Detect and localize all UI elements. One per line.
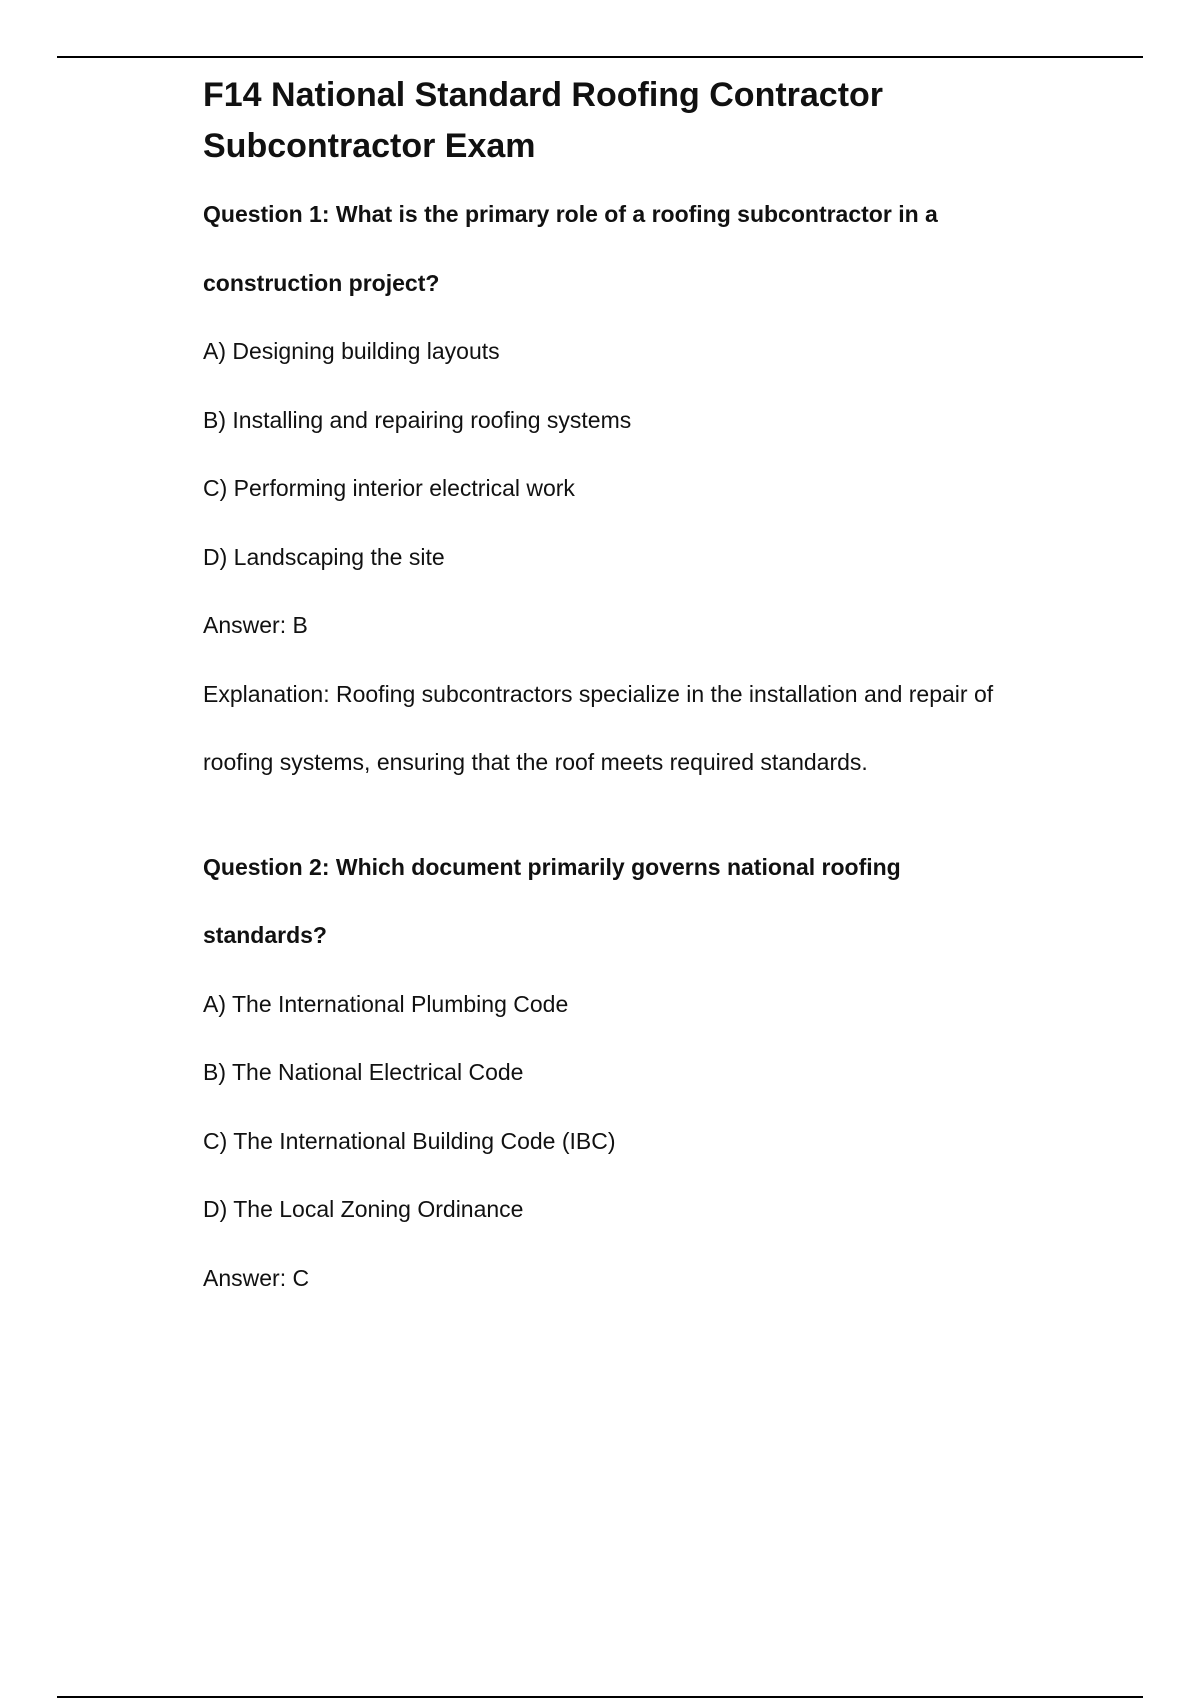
- question-2-option-b: B) The National Electrical Code: [203, 1059, 524, 1085]
- question-1-answer: Answer: B: [203, 612, 308, 638]
- bottom-rule: [57, 1696, 1143, 1698]
- question-1-option-c: C) Performing interior electrical work: [203, 475, 575, 501]
- question-1-text: Question 1: What is the primary role of a roofing subcontractor in a construction project?: [203, 201, 938, 296]
- question-1-explanation: Explanation: Roofing subcontractors specialize in the installation and repair of roofing systems, ensuring that the roof meets required standards.: [203, 680, 994, 775]
- question-1-option-b: B) Installing and repairing roofing systems: [203, 406, 632, 433]
- document-body: [203, 70, 1023, 1312]
- question-2-text: Question 2: Which document primarily governs national roofing standards?: [203, 853, 901, 948]
- question-block-1: [203, 180, 1023, 797]
- question-1-option-a: A) Designing building layouts: [203, 338, 500, 364]
- document-title: F14 National Standard Roofing Contractor Subcontractor Exam: [203, 76, 884, 165]
- question-2-option-d: D) The Local Zoning Ordinance: [203, 1196, 524, 1222]
- question-2-option-a: A) The International Plumbing Code: [203, 990, 569, 1017]
- question-2-answer: Answer: C: [203, 1264, 310, 1291]
- question-block-2: [203, 833, 1023, 1313]
- question-1-option-d: D) Landscaping the site: [203, 543, 445, 570]
- question-2-option-c: C) The International Building Code (IBC): [203, 1127, 616, 1154]
- top-rule: [57, 56, 1143, 58]
